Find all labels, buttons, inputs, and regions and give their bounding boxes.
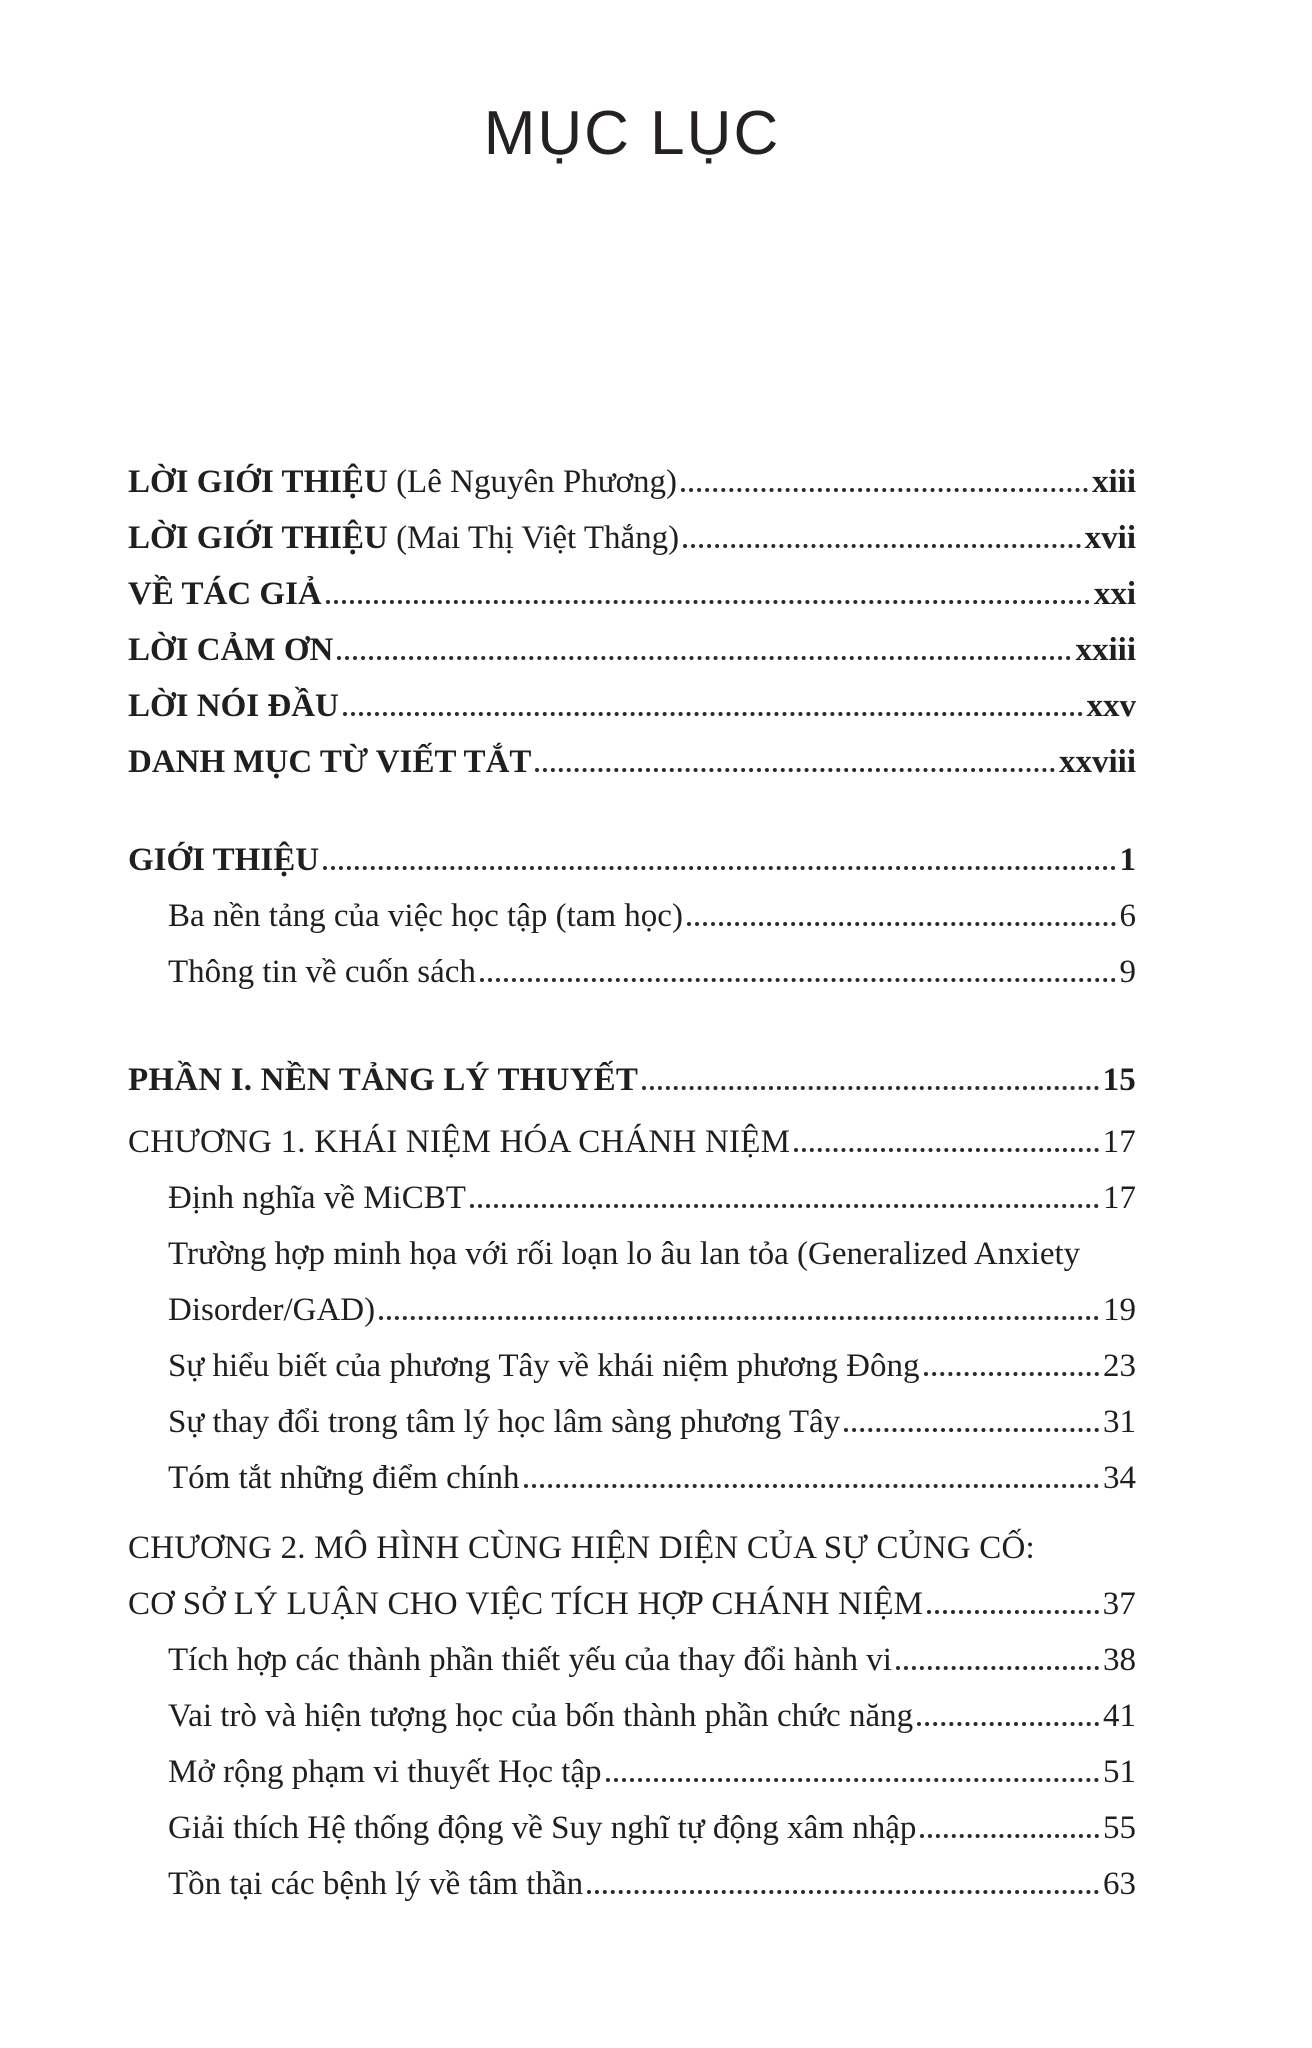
entry-label: GIỚI THIỆU (128, 842, 320, 878)
dot-leader (337, 656, 1071, 660)
page-number: 17 (1102, 1124, 1136, 1160)
dot-leader (683, 544, 1081, 548)
page-title: MỤC LỤC (483, 99, 781, 168)
dot-leader (794, 1148, 1098, 1152)
dot-leader (470, 1204, 1099, 1208)
entry-label: Ba nền tảng của việc học tập (tam học) (168, 898, 683, 934)
page-number: 9 (1119, 954, 1136, 990)
page-number: 17 (1103, 1180, 1136, 1216)
dot-leader (323, 866, 1115, 870)
page-number: 41 (1103, 1698, 1136, 1734)
toc-entry (128, 734, 1136, 790)
page-number: 37 (1102, 1586, 1136, 1622)
page-number: 51 (1103, 1754, 1136, 1790)
entry-label: CƠ SỞ LÝ LUẬN CHO VIỆC TÍCH HỢP CHÁNH NIỆM (128, 1586, 924, 1622)
page-number: xxviii (1058, 744, 1136, 780)
entry-label: LỜI GIỚI THIỆU (128, 520, 388, 556)
entry-label: Mở rộng phạm vi thuyết Học tập (168, 1754, 602, 1790)
dot-leader (681, 488, 1088, 492)
page-number: xvii (1084, 520, 1136, 556)
toc-entry (128, 454, 1136, 510)
entry-label: Định nghĩa về MiCBT (168, 1180, 466, 1216)
toc-entry (128, 1856, 1136, 1912)
dot-leader (687, 922, 1116, 926)
dot-leader (924, 1372, 1100, 1376)
toc-part-heading (128, 1052, 1136, 1108)
toc-entry (128, 1450, 1136, 1506)
toc-entry (128, 1632, 1136, 1688)
entry-label: PHẦN I. NỀN TẢNG LÝ THUYẾT (128, 1062, 639, 1098)
page-number: xiii (1091, 464, 1136, 500)
page-number: 6 (1119, 898, 1136, 934)
dot-leader (326, 600, 1090, 604)
toc-entry (128, 1744, 1136, 1800)
toc-entry (128, 622, 1136, 678)
toc-entry-line2 (128, 1282, 1136, 1338)
toc-entry-line1 (128, 1226, 1136, 1282)
page-number: 23 (1103, 1348, 1136, 1384)
entry-label: Vai trò và hiện tượng học của bốn thành phần chức năng (168, 1698, 914, 1734)
dot-leader (642, 1086, 1099, 1090)
part1-section (128, 1052, 1136, 1108)
chapter2-section (128, 1520, 1136, 1912)
toc-entry (128, 510, 1136, 566)
toc-entry (128, 566, 1136, 622)
dot-leader (587, 1890, 1099, 1894)
entry-label: DANH MỤC TỪ VIẾT TẮT (128, 744, 532, 780)
dot-leader (844, 1428, 1099, 1432)
entry-label: Tồn tại các bệnh lý về tâm thần (168, 1866, 584, 1902)
dot-leader (896, 1666, 1099, 1670)
entry-label: Tóm tắt những điểm chính (168, 1460, 520, 1496)
page-number: xxi (1093, 576, 1136, 612)
toc-chapter-heading-line2 (128, 1576, 1136, 1632)
entry-label: Disorder/GAD) (168, 1292, 376, 1328)
page-number: 31 (1103, 1404, 1136, 1440)
entry-label: LỜI NÓI ĐẦU (128, 688, 339, 724)
dot-leader (480, 978, 1116, 982)
page-number: 19 (1103, 1292, 1136, 1328)
page-number: 15 (1102, 1062, 1136, 1098)
entry-suffix: (Mai Thị Việt Thắng) (387, 520, 680, 556)
toc-entry (128, 1338, 1136, 1394)
chapter1-section (128, 1114, 1136, 1506)
page-number: 34 (1103, 1460, 1136, 1496)
toc-section-heading (128, 832, 1136, 888)
entry-label: LỜI CẢM ƠN (128, 632, 334, 668)
entry-label: Thông tin về cuốn sách (168, 954, 476, 990)
intro-section (128, 832, 1136, 1000)
entry-label: Tích hợp các thành phần thiết yếu của thay đổi hành vi (168, 1642, 892, 1678)
toc-entry (128, 888, 1136, 944)
page-number: 38 (1103, 1642, 1136, 1678)
entry-label: VỀ TÁC GIẢ (128, 576, 322, 612)
dot-leader (927, 1610, 1098, 1614)
toc-chapter-heading-line1 (128, 1520, 1136, 1576)
dot-leader (343, 712, 1083, 716)
dot-leader (920, 1834, 1099, 1838)
toc-entry (128, 678, 1136, 734)
dot-leader (379, 1316, 1099, 1320)
dot-leader (606, 1778, 1099, 1782)
entry-label: CHƯƠNG 2. MÔ HÌNH CÙNG HIỆN DIỆN CỦA SỰ CỦNG CỐ: (128, 1530, 1035, 1566)
toc-entry (128, 944, 1136, 1000)
front-matter-section (128, 454, 1136, 790)
entry-label: Giải thích Hệ thống động về Suy nghĩ tự động xâm nhập (168, 1810, 917, 1846)
toc-entry (128, 1394, 1136, 1450)
page-number: 1 (1119, 842, 1136, 878)
entry-label: Sự thay đổi trong tâm lý học lâm sàng phương Tây (168, 1404, 841, 1440)
entry-suffix: (Lê Nguyên Phương) (387, 464, 678, 500)
toc-entry (128, 1688, 1136, 1744)
toc-chapter-heading (128, 1114, 1136, 1170)
page-number: 63 (1103, 1866, 1136, 1902)
toc-entry (128, 1800, 1136, 1856)
entry-label: LỜI GIỚI THIỆU (128, 464, 388, 500)
toc-content (128, 0, 1136, 1912)
entry-label: Sự hiểu biết của phương Tây về khái niệm phương Đông (168, 1348, 920, 1384)
dot-leader (917, 1722, 1099, 1726)
page-number: xxiii (1075, 632, 1136, 668)
entry-label: Trường hợp minh họa với rối loạn lo âu lan tỏa (Generalized Anxiety (168, 1236, 1081, 1272)
page-number: xxv (1086, 688, 1136, 724)
page-number: 55 (1103, 1810, 1136, 1846)
toc-entry (128, 1170, 1136, 1226)
dot-leader (524, 1484, 1100, 1488)
entry-label: CHƯƠNG 1. KHÁI NIỆM HÓA CHÁNH NIỆM (128, 1124, 791, 1160)
dot-leader (535, 768, 1055, 772)
